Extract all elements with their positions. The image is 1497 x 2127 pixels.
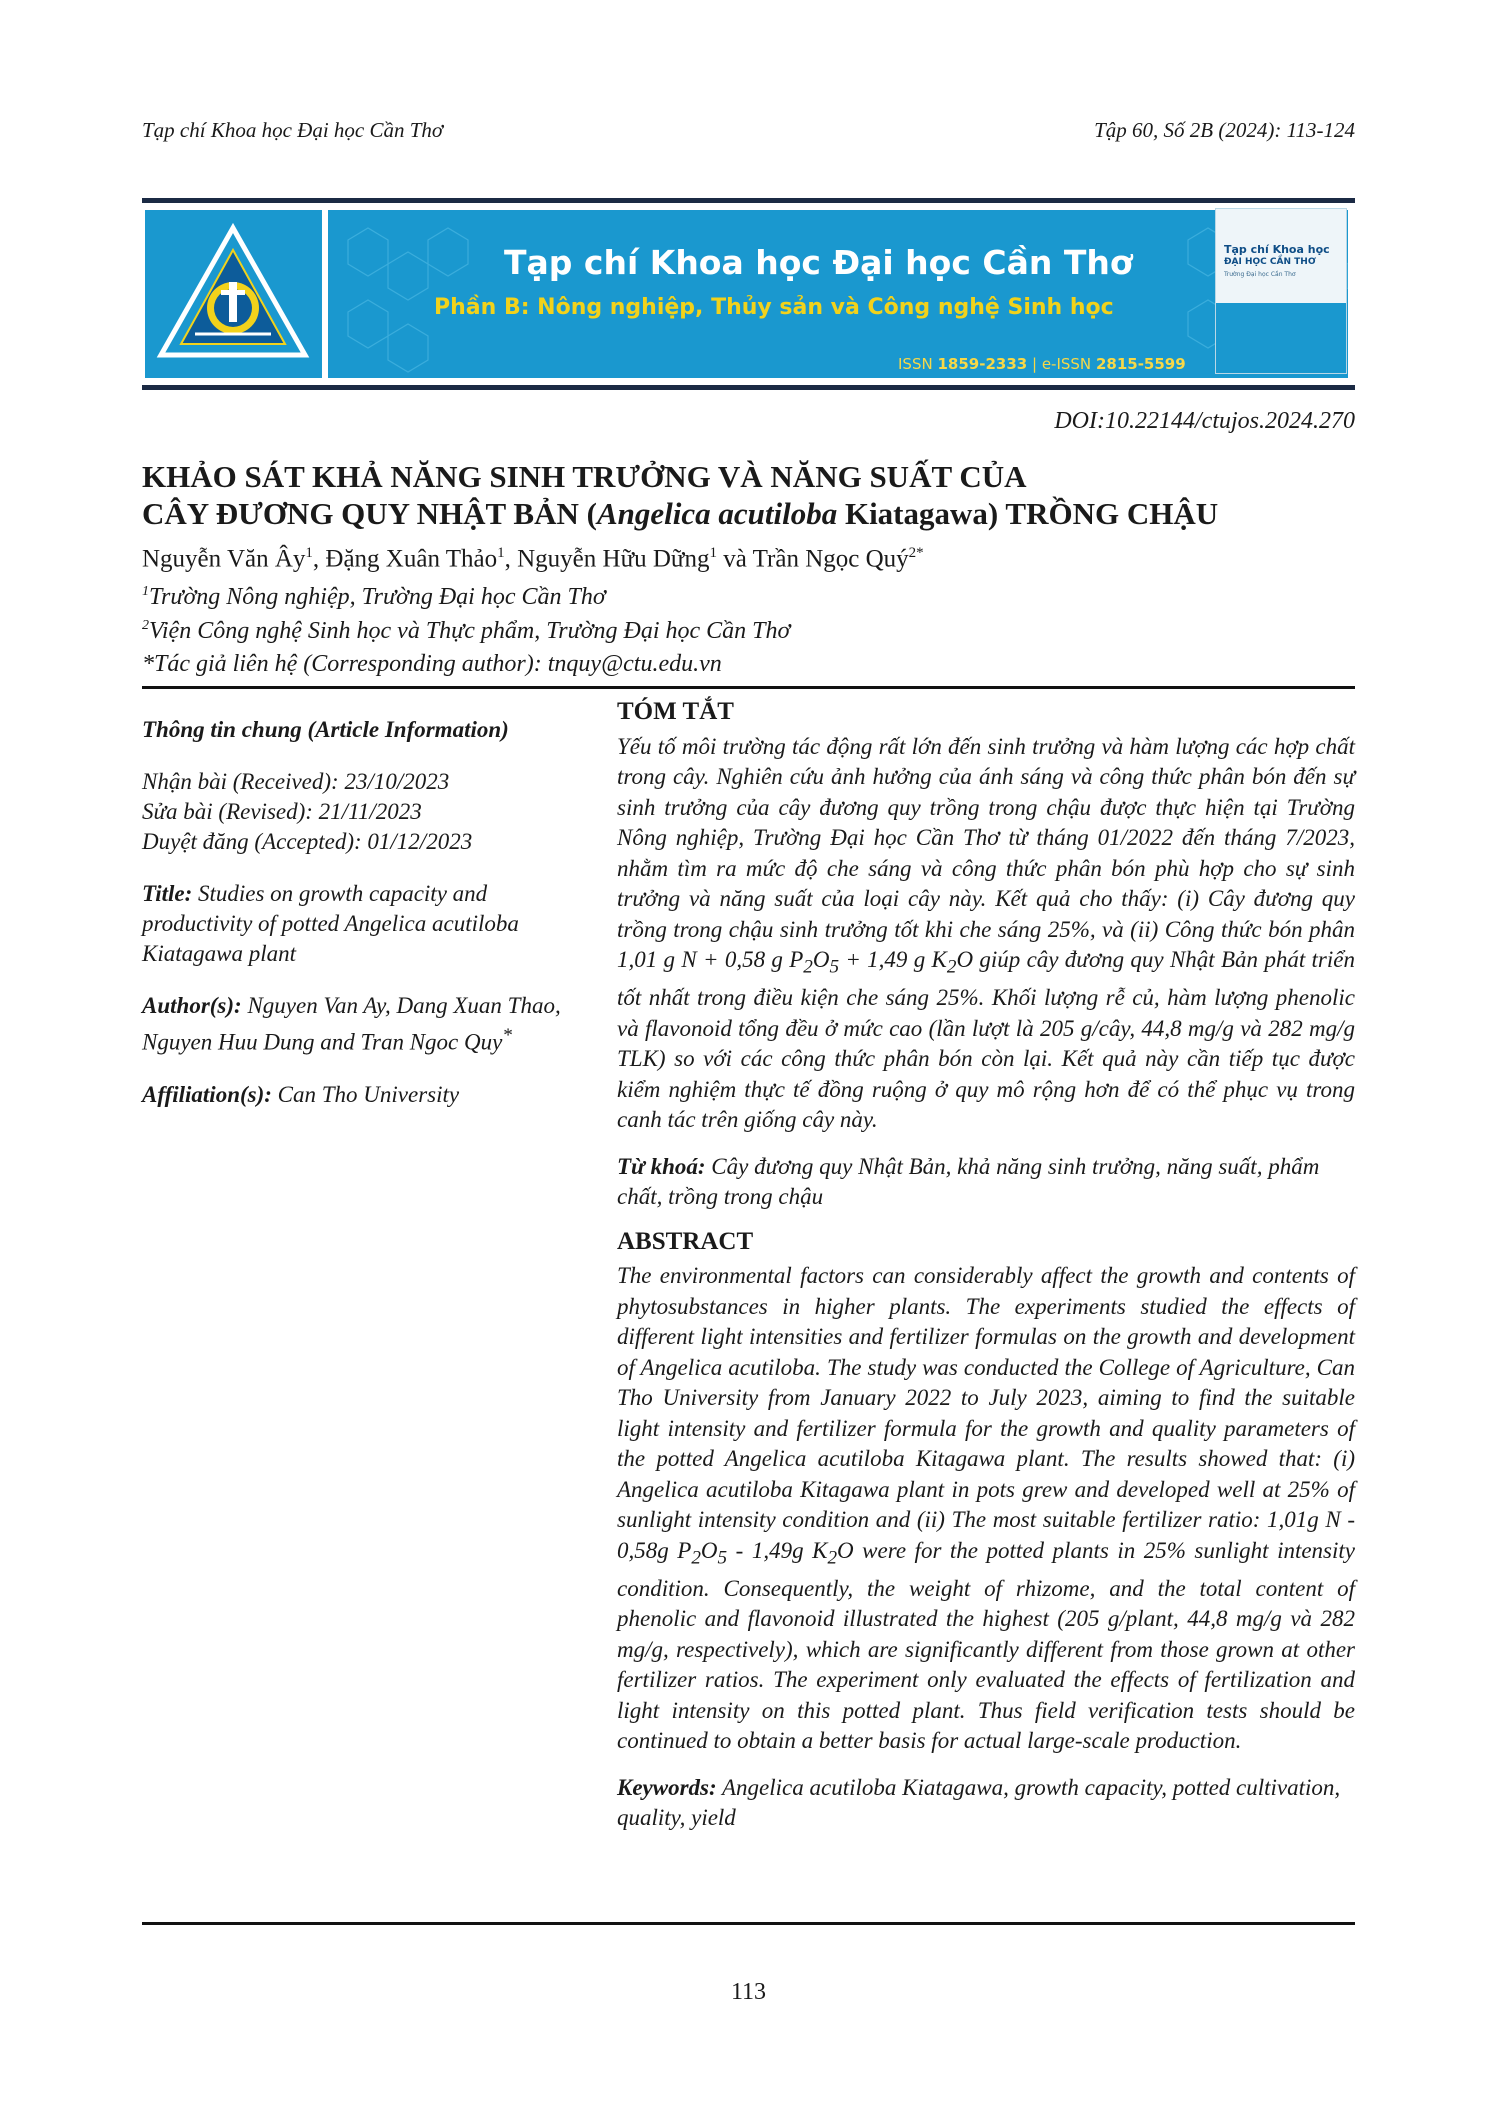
english-title	[142, 879, 582, 969]
revised-date: Sửa bài (Revised): 21/11/2023	[142, 799, 422, 824]
article-information-panel	[142, 715, 582, 1132]
tom-tat-text: O giúp cây đương quy Nhật Bản phát triển tốt nhất trong điều kiện che sáng 25%. Khối lượng rễ củ, hàm lượng phenolic và flavonoid tổng đều ở mức cao (lần lượt là 205 g/cây, 44,8 mg/g và 282 mg/g TLK) so với các công thức phân bón còn lại. Kết quả này cần tiếp tục được kiểm nghiệm thực tế đồng ruộng ở quy mô rộng hơn để có thể phục vụ trong canh tác trên giống cây này.	[617, 947, 1355, 1133]
article-title	[142, 458, 1218, 532]
accepted-date: Duyệt đăng (Accepted): 01/12/2023	[142, 829, 473, 854]
tom-tat-keywords-label: Từ khoá:	[617, 1153, 706, 1179]
affiliation-2-text: Viện Công nghệ Sinh học và Thực phẩm, Trường Đại học Cần Thơ	[149, 618, 791, 644]
doi: DOI:10.22144/ctujos.2024.270	[1054, 408, 1355, 434]
author-separator: ,	[504, 545, 518, 573]
cover-title-2: ĐẠI HỌC CẦN THƠ	[1224, 257, 1316, 267]
affiliation-1-text: Trường Nông nghiệp, Trường Đại học Cần Thơ	[149, 584, 606, 610]
english-authors-sup: *	[502, 1025, 512, 1046]
abstract-text: The environmental factors can considerably affect the growth and contents of phytosubstances in higher plants. The experiments studied the effects of different light intensities and fertilizer formulas on the growth and development of Angelica acutiloba. The study was conducted the College of Agriculture, Can Tho University from January 2022 to July 2023, aiming to find the suitable light intensity and fertilizer formula for the growth and quality parameters of the potted Angelica acutiloba Kitagawa plant. The results showed that: (i) Angelica acutiloba Kitagawa plant in pots grew and developed well at 25% of sunlight intensity condition and (ii) The most suitable fertilizer ratio: 1,01g N - 0,58g P	[617, 1263, 1355, 1563]
author-sup: 1	[709, 545, 717, 561]
abstract-keywords-label: Keywords:	[617, 1774, 717, 1800]
author-sup: 2*	[908, 545, 924, 561]
subscript: 5	[717, 1547, 728, 1569]
title-line-2	[142, 495, 1218, 532]
cover-title-3: Trường Đại học Cần Thơ	[1224, 271, 1296, 278]
abstract-section	[617, 1227, 1355, 1834]
received-date: Nhận bài (Received): 23/10/2023	[142, 769, 450, 794]
tom-tat-text: + 1,49 g K	[839, 947, 947, 972]
title-line-2-post: Kiatagawa) TRỒNG CHẬU	[837, 496, 1219, 531]
article-info-heading: Thông tin chung (Article Information)	[142, 717, 509, 742]
abstract-heading: ABSTRACT	[617, 1227, 754, 1255]
university-logo	[145, 210, 322, 378]
header-rule	[142, 686, 1355, 689]
banner-issn	[898, 355, 1186, 373]
title-line-2-pre: CÂY ĐƯƠNG QUY NHẬT BẢN (	[142, 496, 597, 531]
affiliation-1-sup: 1	[142, 584, 149, 599]
subscript: 2	[827, 1547, 838, 1569]
author-sup: 1	[305, 545, 313, 561]
cover-title-1: Tạp chí Khoa học	[1224, 243, 1330, 256]
journal-banner	[142, 198, 1355, 390]
tom-tat-heading: TÓM TẮT	[617, 698, 734, 725]
banner-journal-subtitle: Phần B: Nông nghiệp, Thủy sản và Công nghệ Sinh học	[434, 295, 1114, 320]
abstracts-column	[617, 697, 1355, 1848]
abstract-text: O	[700, 1537, 718, 1563]
footer-rule	[142, 1922, 1355, 1925]
english-authors	[142, 991, 582, 1058]
subscript: 2	[691, 1547, 701, 1569]
running-header-journal: Tạp chí Khoa học Đại học Cần Thơ	[142, 118, 444, 142]
eissn-value: 2815-5599	[1095, 355, 1186, 373]
tom-tat-text: O	[812, 947, 830, 972]
affiliation-2	[142, 618, 790, 645]
corresponding-author: *Tác giả liên hệ (Corresponding author): tnquy@ctu.edu.vn	[142, 651, 722, 677]
author-name: Nguyễn Văn Ây	[142, 545, 306, 573]
tom-tat-keywords	[617, 1152, 1355, 1213]
abstract-keywords	[617, 1773, 1355, 1834]
title-species: Angelica acutiloba	[596, 496, 838, 531]
english-affiliation-value: Can Tho University	[271, 1081, 460, 1107]
subscript: 5	[829, 956, 840, 978]
author-and: và	[716, 545, 753, 573]
university-logo-icon	[145, 210, 322, 378]
journal-cover-thumbnail	[1215, 208, 1347, 374]
issn-separator: |	[1031, 355, 1038, 373]
affiliation-1	[142, 584, 606, 611]
page-number: 113	[730, 1979, 767, 2005]
subscript: 2	[946, 956, 957, 978]
english-authors-label: Author(s):	[142, 993, 242, 1018]
running-header-volume: Tập 60, Số 2B (2024): 113-124	[1094, 118, 1355, 142]
english-affiliation	[142, 1080, 582, 1110]
author-name: Nguyễn Hữu Dững	[517, 545, 710, 573]
abstract-keywords-value: Angelica acutiloba Kiatagawa, growth capacity, potted cultivation, quality, yield	[617, 1774, 1341, 1831]
english-title-value: Studies on growth capacity and productivity of potted Angelica acutiloba Kiatagawa plant	[142, 881, 519, 966]
banner-title-panel	[328, 210, 1348, 378]
english-affiliation-label: Affiliation(s):	[142, 1081, 272, 1107]
cover-blue-band	[1216, 303, 1346, 373]
english-title-label: Title:	[142, 881, 193, 906]
affiliation-2-sup: 2	[142, 618, 149, 633]
author-name: Trần Ngọc Quý	[752, 545, 909, 573]
banner-journal-title: Tạp chí Khoa học Đại học Cần Thơ	[504, 243, 1133, 282]
english-authors-value: Nguyen Van Ay, Dang Xuan Thao, Nguyen Huu Dung and Tran Ngoc Quy	[142, 993, 561, 1055]
abstract-body	[617, 1261, 1355, 1757]
issn-value: 1859-2333	[937, 355, 1028, 373]
author-name: Đặng Xuân Thảo	[325, 545, 498, 573]
author-sup: 1	[497, 545, 505, 561]
hexagon-pattern-icon	[328, 210, 1348, 378]
banner-bottom-rule	[142, 385, 1355, 390]
tom-tat-body	[617, 732, 1355, 1136]
tom-tat-text: Yếu tố môi trường tác động rất lớn đến sinh trưởng và hàm lượng các hợp chất trong cây. Nghiên cứu ảnh hưởng của ánh sáng và công thức phân bón đến sự sinh trưởng của cây đương quy trồng trong chậu được thực hiện tại Trường Nông nghiệp, Trường Đại học Cần Thơ từ tháng 01/2022 đến tháng 7/2023, nhằm tìm ra mức độ che sáng và công thức phân bón phù hợp cho sự sinh trưởng và năng suất của loại cây này. Kết quả cho thấy: (i) Cây đương quy trồng trong chậu sinh trưởng tốt khi che sáng 25%, và (ii) Công thức bón phân 1,01 g N + 0,58 g P	[617, 733, 1355, 972]
abstract-text: - 1,49g K	[727, 1537, 828, 1563]
issn-prefix: ISSN	[898, 355, 933, 373]
author-separator: ,	[312, 545, 326, 573]
eissn-prefix: e-ISSN	[1041, 355, 1092, 373]
tom-tat-keywords-value: Cây đương quy Nhật Bản, khả năng sinh trưởng, năng suất, phẩm chất, trồng trong chậu	[617, 1153, 1320, 1210]
author-list	[142, 545, 924, 573]
article-dates	[142, 767, 582, 857]
subscript: 2	[803, 956, 813, 978]
banner-top-rule	[142, 198, 1355, 203]
title-line-1: KHẢO SÁT KHẢ NĂNG SINH TRƯỞNG VÀ NĂNG SUẤT CỦA	[142, 459, 1027, 494]
abstract-text: O were for the potted plants in 25% sunlight intensity condition. Consequently, the weight of rhizome, and the total content of phenolic and flavonoid illustrated the highest (205 g/plant, 44,8 mg/g và 282 mg/g, respectively), which are significantly different from those grown at other fertilizer ratios. The experiment only evaluated the effects of fertilization and light intensity on this potted plant. Thus field verification tests should be continued to obtain a better basis for actual large-scale production.	[617, 1537, 1355, 1754]
